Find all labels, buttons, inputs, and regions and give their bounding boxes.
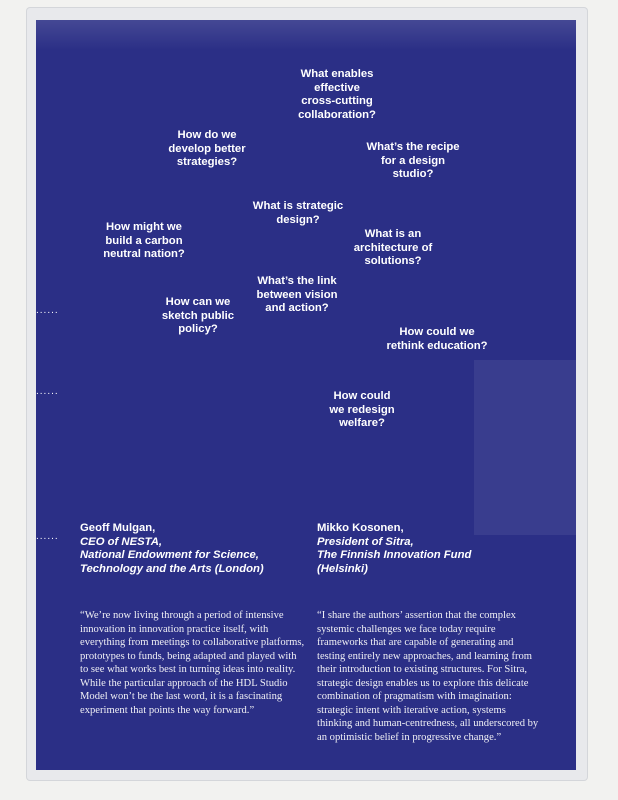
dotted-marker: ...... [36, 386, 59, 397]
author-mikko-kosonen [317, 522, 537, 576]
dotted-marker: ...... [36, 305, 59, 316]
book-back-cover [36, 20, 576, 770]
quote-kosonen: “I share the authors’ assertion that the complex systemic challenges we face today require frameworks that are capable of generating and testing entirely new approaches, and learning from their introduction to existing structures. For Sitra, strategic design enables us to explore this delicate combination of pragmatism with imagination: strategic intent with iterative action, systems thinking and human-centredness, all underscored by an optimistic belief in progressive change.” [317, 610, 539, 743]
author-title: President of Sitra, The Finnish Innovation Fund (Helsinki) [317, 535, 472, 575]
question-strategic-design: What is strategic design? [252, 200, 344, 226]
quote-mulgan: “We’re now living through a period of intensive innovation in innovation practice itself, with everything from meetings to collaborative platforms, prototypes to funds, being adapted and played with to see what works best in turning ideas into reality. While the particular approach of the HDL Studio Model won’t be the last word, it is a fascinating experiment that points the way forward.” [80, 610, 305, 716]
author-title: CEO of NESTA, National Endowment for Science, Technology and the Arts (London) [80, 535, 264, 575]
question-architecture: What is an architecture of solutions? [353, 228, 433, 267]
dotted-marker: ...... [36, 531, 59, 542]
question-strategies: How do we develop better strategies? [168, 129, 246, 168]
question-public-policy: How can we sketch public policy? [161, 296, 235, 335]
sticker-glare [474, 360, 576, 535]
question-vision-action: What’s the link between vision and action? [256, 275, 338, 314]
plastic-glare [36, 20, 576, 50]
question-welfare: How could we redesign welfare? [329, 390, 395, 429]
author-name: Geoff Mulgan, [80, 522, 156, 534]
question-collaboration: What enables effective cross-cutting collaboration? [298, 68, 376, 121]
question-design-studio: What’s the recipe for a design studio? [366, 141, 460, 180]
question-carbon-neutral: How might we build a carbon neutral nation? [103, 221, 185, 260]
author-name: Mikko Kosonen, [317, 522, 404, 534]
author-geoff-mulgan [80, 522, 290, 576]
question-education: How could we rethink education? [386, 326, 488, 352]
